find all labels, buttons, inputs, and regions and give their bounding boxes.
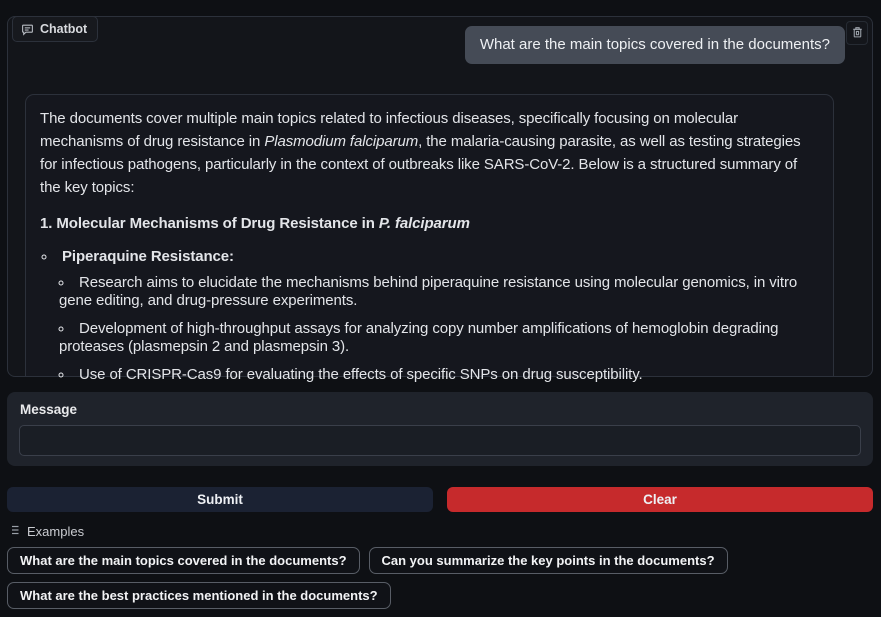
list-item: [59, 320, 815, 356]
user-message-bubble[interactable]: What are the main topics covered in the documents?: [465, 26, 845, 64]
example-button-best-practices[interactable]: What are the best practices mentioned in the documents?: [7, 582, 391, 609]
bot-message-bubble[interactable]: [25, 94, 834, 383]
bullet-piperaquine-label: Piperaquine Resistance:: [62, 248, 234, 265]
chatbot-label: [12, 16, 98, 42]
heading-text: 1. Molecular Mechanisms of Drug Resistance in: [40, 215, 379, 232]
message-input-label: Message: [20, 402, 78, 417]
intro-text: The documents cover multiple main topics related to infectious diseases, specifically focusing on molecular mechanisms of drug resistance in: [40, 110, 738, 150]
message-input-panel: [7, 392, 873, 466]
sub-bullet-text: Use of CRISPR-Cas9 for evaluating the effects of specific SNPs on drug susceptibility.: [79, 366, 643, 383]
list-item: [59, 274, 815, 310]
action-buttons-row: [7, 487, 873, 512]
chat-bubble-icon: [21, 23, 34, 36]
examples-label-text: Examples: [27, 524, 85, 539]
intro-species-italic: Plasmodium falciparum: [264, 133, 419, 150]
list-icon: [8, 524, 20, 539]
heading-species-italic: P. falciparum: [378, 215, 470, 232]
submit-button[interactable]: Submit: [7, 487, 433, 512]
message-input[interactable]: [19, 425, 861, 456]
clear-button[interactable]: Clear: [447, 487, 873, 512]
chatbot-label-text: Chatbot: [40, 22, 88, 36]
examples-container: [7, 547, 867, 617]
clear-chat-button[interactable]: [846, 21, 868, 45]
list-item: [59, 366, 815, 384]
example-button-main-topics[interactable]: What are the main topics covered in the documents?: [7, 547, 360, 574]
examples-row: [7, 547, 867, 574]
bot-section-heading: [40, 212, 815, 235]
bot-message-intro: [40, 107, 815, 199]
chatbot-panel: [7, 16, 873, 383]
examples-label: [8, 524, 84, 539]
trash-icon: [851, 25, 864, 42]
example-button-summarize[interactable]: Can you summarize the key points in the documents?: [369, 547, 728, 574]
intro-text-after: , the malaria-causing parasite, as well as testing strategies for infectious pathogens, particularly in the context of outbreaks like SARS-CoV-2. Below is a structured summary of the key topics:: [40, 133, 801, 196]
sub-bullet-text: Research aims to elucidate the mechanisms behind piperaquine resistance using molecular genomics, in vitro gene editing, and drug-pressure experiments.: [59, 274, 798, 309]
examples-row: [7, 582, 867, 609]
sub-bullet-text: Development of high-throughput assays for analyzing copy number amplifications of hemoglobin degrading proteases (plasmepsin 2 and plasmepsin 3).: [59, 320, 779, 355]
